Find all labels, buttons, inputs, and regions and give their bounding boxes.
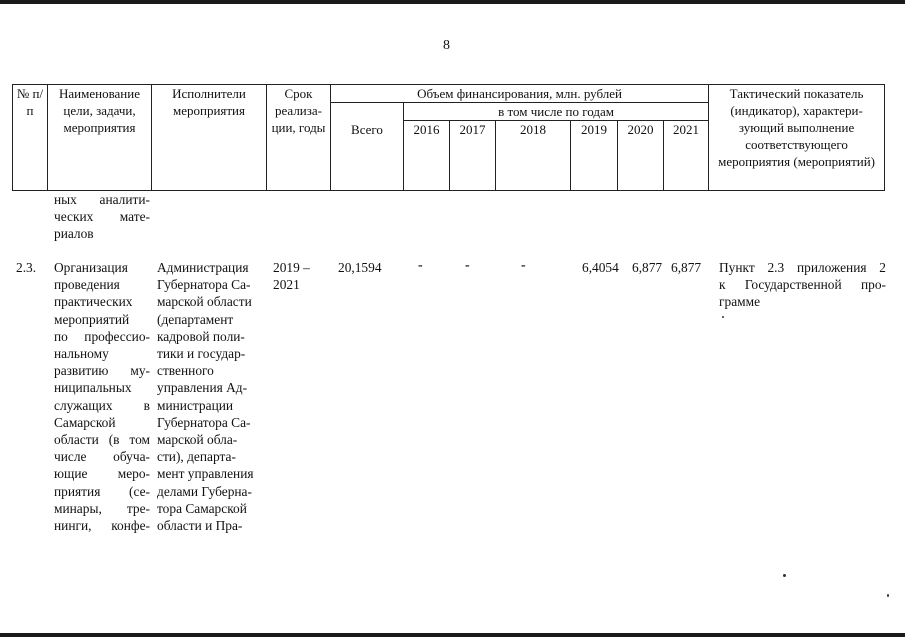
executor-line: области и Пра- [157,518,243,534]
name-line: ющие меро- [54,466,150,482]
page-number: 8 [443,38,450,53]
header-year-2017: 2017 [450,121,496,191]
header-by-years: в том числе по годам [404,103,709,121]
executor-line: тики и государ- [157,346,246,362]
scan-speck [783,574,786,577]
executor-line: тора Самарской [157,500,247,516]
indicator-line: к Государственной про- [719,277,886,293]
executor-line: Губернатора Са- [157,277,251,293]
name-line: мероприятий [54,311,130,327]
continuation-text [54,191,150,243]
executor-line: кадровой поли- [157,328,245,344]
continuation-line: ческих мате- [54,209,150,225]
header-executors: Исполнители мероприятия [152,85,267,191]
header-year-2018: 2018 [496,121,571,191]
value-2017: - [465,258,470,273]
executor-line: Губернатора Са- [157,414,251,430]
name-line: приятия (се- [54,483,150,499]
header-num: № п/п [13,85,48,191]
header-year-2021: 2021 [664,121,709,191]
value-2016: - [418,258,423,273]
executor-line: марской области [157,294,252,310]
header-indicator: Тактический показатель (индикатор), характери-зующий выполнение соответствующего мероприятия (мероприятий) [709,85,885,191]
value-2020: 6,877 [632,260,663,275]
row-name [54,259,150,534]
name-line: нинги, конфе- [54,518,150,534]
continuation-line: ных аналити- [54,192,150,207]
executor-line: сти), департа- [157,449,236,465]
name-line: развитию му- [54,363,150,379]
header-total: Всего [331,103,404,191]
executor-line: (департамент [157,311,234,327]
name-line: служащих в [54,397,150,413]
row-indicator [719,259,886,311]
executor-line: делами Губерна- [157,483,252,499]
term-line: 2021 [273,277,300,293]
top-border [0,0,905,4]
bottom-border [0,633,905,637]
executor-line: мент управления [157,466,254,482]
executor-line: министрации [157,397,234,413]
row-term [273,259,310,293]
name-line: области (в том [54,432,150,448]
table-header [12,84,885,191]
executor-line: управления Ад- [157,380,248,396]
header-name: Наименование цели, задачи, мероприятия [48,85,152,191]
header-year-2020: 2020 [618,121,664,191]
name-line: Самарской [54,414,116,430]
term-line: 2019 – [273,260,310,275]
indicator-line: Пункт 2.3 приложения 2 [719,260,886,275]
row-number: 2.3. [16,260,37,275]
header-term: Срок реализа-ции, годы [267,85,331,191]
executor-line: Администрация [157,260,249,275]
name-line: по профессио- [54,328,150,344]
name-line: Организация [54,260,128,275]
value-2019: 6,4054 [582,260,619,275]
scan-speck [722,316,724,318]
scan-speck [887,594,889,597]
executor-line: ственного [157,363,214,379]
name-line: минары, тре- [54,500,150,516]
executor-line: марской обла- [157,432,238,448]
header-year-2019: 2019 [571,121,618,191]
indicator-line: грамме [719,294,761,310]
name-line: проведения [54,277,120,293]
name-line: ниципальных [54,380,132,396]
name-line: нальному [54,346,109,362]
value-2021: 6,877 [671,260,702,275]
row-total: 20,1594 [338,260,382,275]
value-2018: - [521,258,526,273]
name-line: практических [54,294,133,310]
continuation-line: риалов [54,226,94,242]
row-executors [157,259,269,534]
name-line: числе обуча- [54,449,150,465]
header-year-2016: 2016 [404,121,450,191]
header-funding: Объем финансирования, млн. рублей [331,85,709,103]
